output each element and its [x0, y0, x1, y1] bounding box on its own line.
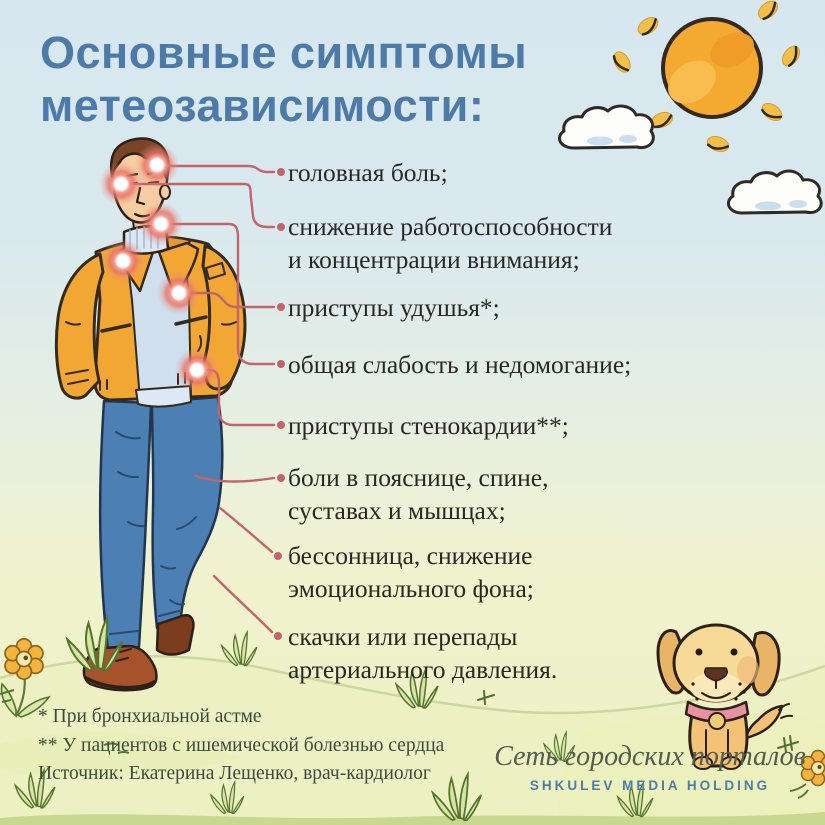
symptom-item: [288, 539, 748, 605]
symptom-item: [288, 291, 748, 324]
symptom-text: эмоционального фона;: [288, 574, 534, 603]
publisher-logo: [490, 741, 810, 793]
symptom-text: скачки или перепады: [288, 622, 518, 651]
page-title: [40, 26, 640, 132]
title-line: метеозависимости:: [40, 80, 485, 131]
symptom-text: артериального давления.: [288, 655, 558, 684]
logo-holding-name: SHKULEV MEDIA HOLDING: [529, 778, 771, 793]
symptom-text: приступы стенокардии**;: [288, 411, 569, 440]
footnote-asthma: * При бронхиальной астме: [38, 706, 262, 727]
symptom-text: бессонница, снижение: [288, 541, 533, 570]
symptom-text: общая слабость и недомогание;: [288, 350, 632, 379]
title-line: Основные симптомы: [40, 27, 528, 78]
symptom-item: [288, 210, 748, 276]
footnotes: [38, 703, 518, 789]
symptom-text: боли в пояснице, спине,: [288, 463, 549, 492]
symptom-text: головная боль;: [288, 158, 448, 187]
symptom-item: [288, 156, 748, 189]
symptom-text: снижение работоспособности: [288, 212, 613, 241]
symptom-text: и концентрации внимания;: [288, 245, 580, 274]
logo-network-name: Сеть городских порталов: [494, 741, 806, 772]
footnote-source: Источник: Екатерина Лещенко, врач-кардиолог: [38, 763, 431, 784]
symptom-item: [288, 348, 748, 381]
symptom-item: [288, 620, 748, 686]
footnote-heart-disease: ** У пациентов с ишемической болезнью сердца: [38, 734, 445, 756]
symptom-text: суставах и мышцах;: [288, 496, 506, 525]
symptom-text: приступы удушья*;: [288, 293, 500, 322]
symptom-item: [288, 409, 748, 442]
symptom-item: [288, 461, 748, 527]
